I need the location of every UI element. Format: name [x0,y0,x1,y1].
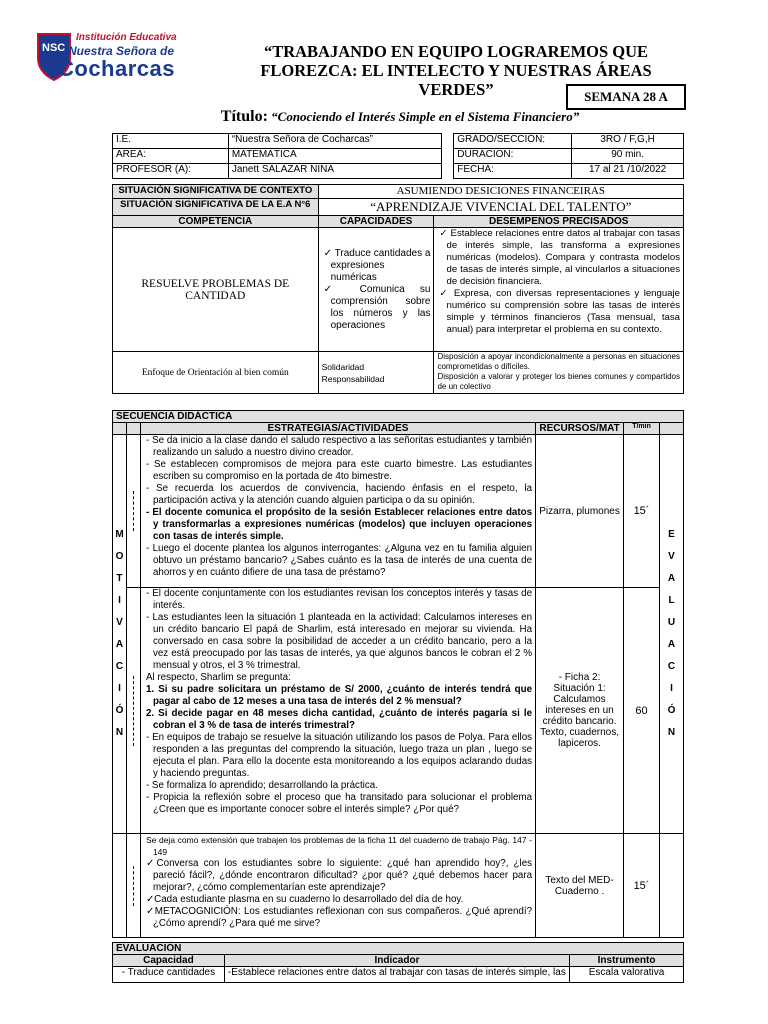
instrumento-header: Instrumento [570,955,684,967]
desempeno-item-2: ✓ Expresa, con diversas representaciones y lenguaje numérico su comprensión sobre las tasas de interés simple y términos financieros (Tasa mensual, tasa anual) para interpretar el problema en su contexto. [439,288,680,335]
inicio-item: - Se da inicio a la clase dando el saludo respectivo a las señoritas estudiantes y también realizando un saludo a nuestro divino creador. [145,435,533,458]
duracion-label: DURACION: [454,149,572,164]
title-text: “Conociendo el Interés Simple en el Sistema Financiero” [271,109,580,124]
competencia-header: COMPETENCIA [113,216,319,228]
inicio-item: - Se recuerda los acuerdos de convivencia, haciendo énfasis en el respeto, la participación activa y la atención cuando alguien participa o da su opinión. [145,483,533,506]
area-label: AREA: [113,149,229,164]
profesor-label: PROFESOR (A): [113,164,229,179]
cierre-marker [126,834,140,938]
evaluacion-vertical: E V A L U A C I Ó N [660,435,684,834]
ie-label: I.E. [113,134,229,149]
evaluacion-title: EVALUACIÓN [113,943,684,955]
fecha-label: FECHA: [454,164,572,179]
cierre-recursos: Texto del MED- Cuaderno . [536,834,624,938]
estrategias-header: ESTRATEGIAS/ACTIVIDADES [140,423,535,435]
cierre-item: ✓Conversa con los estudiantes sobre lo siguiente: ¿qué han aprendido hoy?, ¿les pareció fácil?, ¿dónde encontraron dificultad? ¿por qué? ¿qué debemos hacer para mejorar?, ¿cómo complementarían este aprendizaje? [145,858,533,893]
valor-2: Responsabilidad [321,373,385,384]
desarrollo-item: 2. Si decide pagar en 48 meses dicha cantidad, ¿cuánto de interés pagaría si le cobran el 3 % de tasa de interés trimestral? [145,708,533,731]
secuencia-title: SECUENCIA DIDÁCTICA [113,411,684,423]
cierre-item: ✓Cada estudiante plasma en su cuaderno lo desarrollado del día de hoy. [145,894,464,905]
recursos-header: RECURSOS/MAT [536,423,624,435]
inicio-tiempo: 15´ [624,435,660,588]
duracion-cell [572,149,684,164]
indicador-header: Indicador [224,955,569,967]
competencia-text: RESUELVE PROBLEMAS DE CANTIDAD [113,228,319,352]
actitud-1: Disposición a apoyar incondicionalmente a personas en situaciones comprometidas o difíciles. [437,352,680,371]
cierre-item: Se deja como extensión que trabajen los problemas de la ficha 11 del cuaderno de trabajo Pág. 147 - 149 [145,835,533,857]
capacidad-header: Capacidad [113,955,225,967]
inicio-recursos: Pizarra, plumones [536,435,624,588]
motivacion-vertical: M O T I V A C I Ó N [113,435,127,834]
desarrollo-marker [126,588,140,834]
desarrollo-item: 1. Si su padre solicitara un préstamo de S/ 2000, ¿cuánto de interés tendrá que pagar al cabo de 12 meses a una tasa de interés del 2 % mensual? [145,684,533,707]
logo-badge: NSC [42,42,66,54]
desarrollo-item: Al respecto, Sharlim se pregunta: [145,672,291,683]
actitudes-cell [434,352,684,394]
duracion-unit: min. [625,149,644,160]
duracion-value: 90 [611,149,623,160]
desarrollo-item: - Se formaliza lo aprendido; desarrollando la práctica. [145,780,378,791]
cierre-item: ✓METACOGNICIÓN: Los estudiantes reflexionan con sus compañeros. ¿Qué aprendí? ¿Cómo aprendí? ¿Para qué me sirve? [145,906,533,929]
capacidad-item-1: ✓ Traduce cantidades a expresiones numéricas [323,247,431,283]
inicio-item: - El docente comunica el propósito de la sesión Establecer relaciones entre datos y transformarlas a expresiones numéricas (modelos) que incluyen operaciones con tasas de interés simple. [145,507,533,542]
valores-cell [318,352,434,394]
area-value: MATEMÁTICA [228,149,442,164]
info-table [112,133,684,179]
logo-line2: Nuestra Señora de [68,44,175,58]
cierre-activities [140,834,535,938]
desempeno-item-1: ✓ Establece relaciones entre datos al trabajar con tasas de interés simple, las transforma a expresiones numéricas (modelos). Compara y contrasta modelos de tasas de interés simple, al vincularlos a situaciones de decisión financiera. [439,228,680,287]
desarrollo-item: - El docente conjuntamente con los estudiantes revisan los conceptos interés y tasas de interés. [145,588,533,611]
cierre-tiempo: 15´ [624,834,660,938]
inicio-marker [126,435,140,588]
contexto-value: ASUMIENDO DESICIONES FINANCEIRAS [318,185,683,199]
inicio-item: - Se establecen compromisos de mejora para este cuarto bimestre. Las estudiantes escriben su compromiso en la portada de 4to bimestre. [145,459,533,482]
inicio-item: - Luego el docente plantea los algunos interrogantes: ¿Alguna vez en tu familia alguien obtuvo un préstamo bancario? ¿Sabes cuánto es la tasa de interés de una cuenta de ahorros y en cuánto difiere de una tasa de préstamo? [145,543,533,578]
desarrollo-tiempo: 60 [624,588,660,834]
desempenos-header: DESEMPEÑOS PRECISADOS [434,216,684,228]
desarrollo-item: - En equipos de trabajo se resuelve la situación utilizando los pasos de Polya. Para ellos responden a las preguntas del comprendo la situación, luego traza un plan , luego se ejecuta el plan. Para ello la docente esta monitoreando a los equipos aclarando dudas y haciendo preguntas. [145,732,533,779]
evaluacion-capacidad: - Traduce cantidades [113,967,225,983]
ie-value: “Nuestra Señora de Cocharcas” [228,134,442,149]
evaluacion-indicador: -Establece relaciones entre datos al trabajar con tasas de interés simple, las [224,967,569,983]
desarrollo-item: - Propicia la reflexión sobre el proceso que ha transitado para solucionar el problema ¿Creen que es importante conocer sobre el interés simple? ¿Por qué? [145,792,533,815]
logo-line1: Institución Educativa [76,32,177,43]
school-motto: “TRABAJANDO EN EQUIPO LOGRAREMOS QUE FLOREZCA: EL INTELECTO Y NUESTRAS ÁREAS VERDES” [260,42,652,99]
evaluacion-instrumento: Escala valorativa [570,967,684,983]
week-badge: SEMANA 28 A [566,84,686,110]
title-label: Título: [220,108,268,125]
actitud-2: Disposición a valorar y proteger los bienes comunes y compartidos de un colectivo [437,372,680,391]
ea-value: “APRENDIZAJE VIVENCIAL DEL TALENTO” [318,199,683,216]
capacidades-header: CAPACIDADES [318,216,434,228]
school-logo [36,28,226,88]
grado-label: GRADO/SECCIÓN: [454,134,572,149]
inicio-activities [140,435,535,588]
session-title [110,108,690,126]
enfoque-text: Enfoque de Orientación al bien común [113,352,319,394]
contexto-label: SITUACIÓN SIGNIFICATIVA DE CONTEXTO [113,185,319,199]
logo-line3: Cocharcas [58,56,176,81]
desempenos-cell [434,228,684,352]
ea-label: SITUACIÓN SIGNIFICATIVA DE LA E.A N°6 [113,199,319,216]
desarrollo-recursos: - Ficha 2: Situación 1: Calculamos intereses en un crédito bancario. Texto, cuadernos, lapiceros. [536,588,624,834]
competencias-table [112,184,684,394]
tiempo-header: T/min [624,423,660,435]
desarrollo-activities [140,588,535,834]
secuencia-table [112,410,684,938]
grado-value: 3RO / F,G,H [572,134,684,149]
profesor-value: Janett SALAZAR NINA [228,164,442,179]
fecha-value: 17 al 21 /10/2022 [572,164,684,179]
evaluacion-table [112,942,684,983]
valor-1: Solidaridad [321,361,365,372]
capacidades-cell [318,228,434,352]
desarrollo-item: - Las estudiantes leen la situación 1 planteada en la actividad: Calculamos intereses en un crédito bancario El papá de Sharlim, está interesado en mejorar su vivienda. Ha conversado en casa sobre la posibilidad de acceder a un crédito bancario, pero a la vez está preocupado por las tasas de interés, ya que algunos bancos le cobran el 2 % mensual y otros, el 3 % trimestral. [145,612,533,671]
capacidad-item-2: ✓ Comunica su comprensión sobre los números y las operaciones [323,283,431,331]
